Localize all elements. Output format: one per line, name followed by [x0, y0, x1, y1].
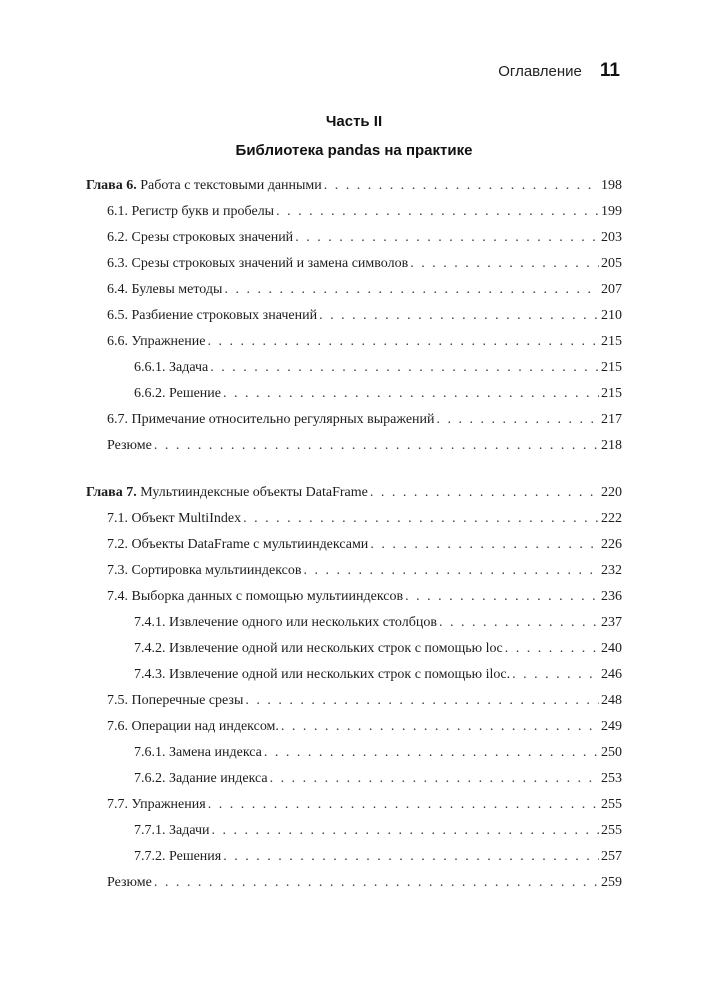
toc-subentry[interactable] [134, 846, 622, 868]
toc-page-number: 250 [601, 745, 622, 760]
dot-leader [154, 872, 599, 894]
dot-leader [245, 690, 599, 712]
dot-leader [370, 482, 599, 504]
toc-subentry[interactable] [134, 357, 622, 379]
toc-page-number: 210 [601, 308, 622, 323]
toc-entry-title: 7.6. Операции над индексом. [107, 719, 279, 734]
toc-entry[interactable] [107, 305, 622, 327]
toc-entry-title: 7.3. Сортировка мультииндексов [107, 563, 302, 578]
dot-leader [295, 227, 599, 249]
toc-subentry[interactable] [134, 664, 622, 686]
toc-chapter-7[interactable] [86, 482, 622, 504]
toc-entry-title: 7.4.2. Извлечение одной или нескольких строк с помощью loc [134, 641, 503, 656]
dot-leader [410, 253, 599, 275]
toc-subentry[interactable] [134, 820, 622, 842]
dot-leader [439, 612, 599, 634]
toc-entry-title: Работа с текстовыми данными [140, 178, 322, 193]
toc-page-number: 240 [601, 641, 622, 656]
toc-page-number: 217 [601, 412, 622, 427]
dot-leader [370, 534, 599, 556]
toc-page-number: 220 [601, 485, 622, 500]
toc-entry[interactable] [107, 716, 622, 738]
dot-leader [324, 175, 599, 197]
page-number: 11 [599, 60, 620, 81]
toc-entry[interactable] [107, 560, 622, 582]
toc-entry-title: 7.4. Выборка данных с помощью мультииндексов [107, 589, 404, 604]
toc-chapter-prefix: Глава 7. [86, 485, 137, 500]
toc-entry[interactable] [107, 227, 622, 249]
toc-page-number: 237 [601, 615, 622, 630]
toc-page-number: 222 [601, 511, 622, 526]
toc-page-number: 215 [601, 360, 622, 375]
toc-entry-title: 6.4. Булевы методы [107, 282, 223, 297]
toc-entry-title: 7.4.3. Извлечение одной или нескольких строк с помощью iloc. [134, 667, 511, 682]
toc-entry-title: 6.7. Примечание относительно регулярных выражений [107, 412, 435, 427]
toc-page-number: 246 [601, 667, 622, 682]
dot-leader [319, 305, 599, 327]
toc-page-number: 218 [601, 438, 622, 453]
toc-page-number: 226 [601, 537, 622, 552]
toc-entry-title: 6.6.2. Решение [134, 386, 222, 401]
toc-entry-title: 6.1. Регистр букв и пробелы [107, 204, 275, 219]
toc-page-number: 248 [601, 693, 622, 708]
toc-page-number: 207 [601, 282, 622, 297]
dot-leader [207, 331, 599, 353]
dot-leader [223, 846, 599, 868]
toc-entry[interactable] [107, 279, 622, 301]
dot-leader [212, 820, 599, 842]
toc-subentry[interactable] [134, 742, 622, 764]
toc-subentry[interactable] [134, 383, 622, 405]
toc-page-number: 199 [601, 204, 622, 219]
toc-entry-title: Резюме [107, 875, 152, 890]
toc-entry-title: 7.7. Упражнения [107, 797, 206, 812]
toc-entry[interactable] [107, 690, 622, 712]
dot-leader [223, 383, 599, 405]
toc-entry-title: 6.6.1. Задача [134, 360, 209, 375]
dot-leader [437, 409, 599, 431]
toc-chapter-prefix: Глава 6. [86, 178, 137, 193]
toc-subentry[interactable] [134, 612, 622, 634]
part-heading [0, 112, 708, 161]
toc-entry-title: 7.2. Объекты DataFrame с мультииндексами [107, 537, 369, 552]
toc-page-number: 236 [601, 589, 622, 604]
toc-page-number: 255 [601, 797, 622, 812]
toc-entry-title: 7.5. Поперечные срезы [107, 693, 244, 708]
toc-entry[interactable] [107, 253, 622, 275]
toc-subentry[interactable] [134, 768, 622, 790]
toc-page-number: 257 [601, 849, 622, 864]
dot-leader [276, 201, 599, 223]
dot-leader [243, 508, 599, 530]
toc-entry-title: 7.1. Объект MultiIndex [107, 511, 242, 526]
toc-chapter-6[interactable] [86, 175, 622, 197]
toc-entry-title: Мультииндексные объекты DataFrame [140, 485, 368, 500]
toc-entry-title: 7.6.2. Задание индекса [134, 771, 268, 786]
toc-entry-title: 6.3. Срезы строковых значений и замена символов [107, 256, 409, 271]
toc-entry[interactable] [107, 201, 622, 223]
dot-leader [512, 664, 599, 686]
toc-page-number: 215 [601, 386, 622, 401]
toc-page-number: 255 [601, 823, 622, 838]
toc-entry[interactable] [107, 794, 622, 816]
dot-leader [505, 638, 599, 660]
dot-leader [270, 768, 599, 790]
dot-leader [208, 794, 599, 816]
toc-entry-title: 7.7.2. Решения [134, 849, 222, 864]
dot-leader [303, 560, 599, 582]
dot-leader [224, 279, 599, 301]
dot-leader [154, 435, 599, 457]
toc-entry-title: 6.6. Упражнение [107, 334, 206, 349]
running-head [498, 60, 620, 82]
dot-leader [281, 716, 599, 738]
toc-entry-title: 7.4.1. Извлечение одного или нескольких столбцов [134, 615, 437, 630]
part-title: Библиотека pandas на практике [235, 142, 473, 159]
toc-subentry[interactable] [134, 638, 622, 660]
toc-entry-summary[interactable] [107, 435, 622, 457]
dot-leader [264, 742, 599, 764]
toc-entry-title: 7.6.1. Замена индекса [134, 745, 262, 760]
part-label: Часть II [325, 113, 383, 130]
toc-entry-title: 7.7.1. Задачи [134, 823, 210, 838]
toc-entry[interactable] [107, 586, 622, 608]
toc-entry[interactable] [107, 534, 622, 556]
dot-leader [405, 586, 599, 608]
toc-page-number: 205 [601, 256, 622, 271]
toc-entry-summary[interactable] [107, 872, 622, 894]
toc-entry-title: 6.5. Разбиение строковых значений [107, 308, 318, 323]
toc-page-number: 232 [601, 563, 622, 578]
toc-entry[interactable] [107, 409, 622, 431]
toc-page-number: 249 [601, 719, 622, 734]
toc-entry-title: Резюме [107, 438, 152, 453]
running-head-section: Оглавление [498, 63, 582, 80]
dot-leader [210, 357, 599, 379]
toc-page-number: 198 [601, 178, 622, 193]
toc-page-number: 215 [601, 334, 622, 349]
toc-entry[interactable] [107, 331, 622, 353]
toc-page-number: 259 [601, 875, 622, 890]
toc-page-number: 203 [601, 230, 622, 245]
toc-page-number: 253 [601, 771, 622, 786]
toc-entry[interactable] [107, 508, 622, 530]
toc-entry-title: 6.2. Срезы строковых значений [107, 230, 294, 245]
